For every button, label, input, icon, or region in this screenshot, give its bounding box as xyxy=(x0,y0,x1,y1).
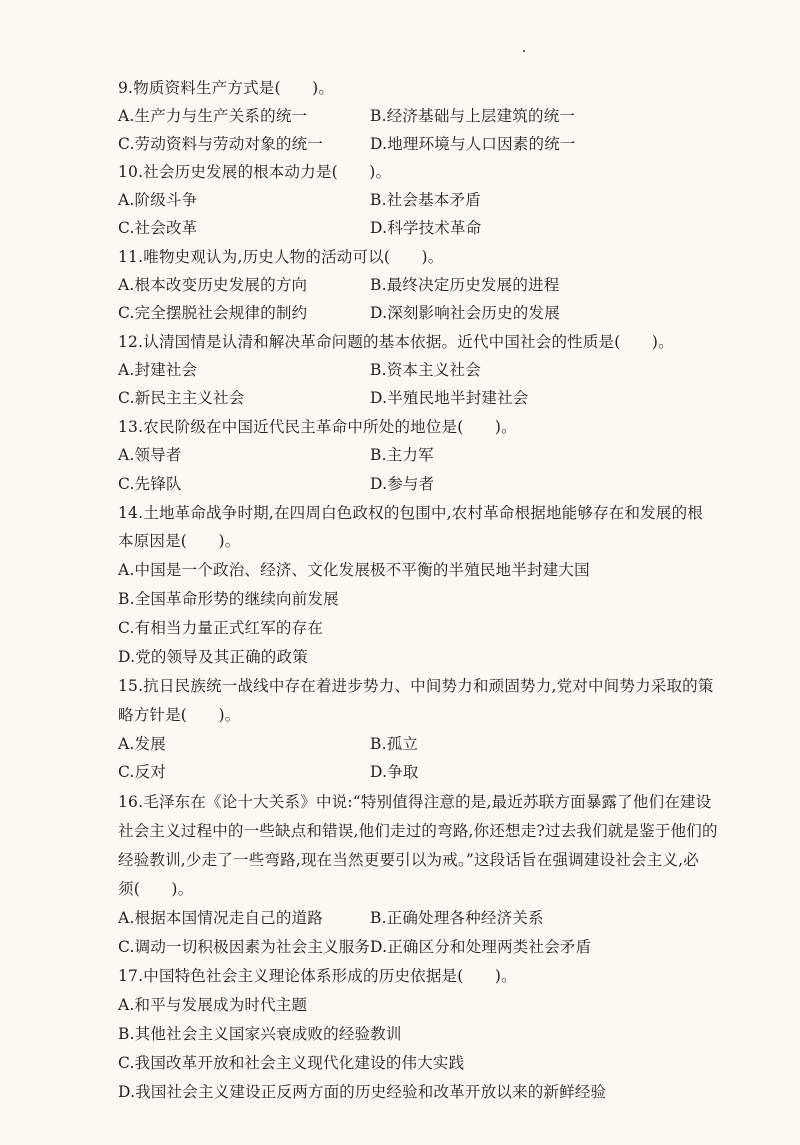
question-stem: 14.土地革命战争时期,在四周白色政权的包围中,农村革命根据地能够存在和发展的根 xyxy=(118,504,704,522)
option: A.中国是一个政治、经济、文化发展极不平衡的半殖民地半封建大国 xyxy=(118,561,590,579)
question-stem: 17.中国特色社会主义理论体系形成的历史依据是( )。 xyxy=(118,967,517,985)
option: A.领导者 xyxy=(118,446,182,464)
question-stem: 13.农民阶级在中国近代民主革命中所处的地位是( )。 xyxy=(118,418,517,436)
option: C.社会改革 xyxy=(118,219,198,237)
option: D.科学技术革命 xyxy=(370,219,482,237)
option: B.正确处理各种经济关系 xyxy=(370,909,544,927)
option: D.地理环境与人口因素的统一 xyxy=(370,135,576,153)
option: D.我国社会主义建设正反两方面的历史经验和改革开放以来的新鲜经验 xyxy=(118,1083,607,1101)
option: A.发展 xyxy=(118,735,166,753)
option: D.正确区分和处理两类社会矛盾 xyxy=(370,938,592,956)
option: D.深刻影响社会历史的发展 xyxy=(370,304,560,322)
option: C.完全摆脱社会规律的制约 xyxy=(118,304,308,322)
option: C.先锋队 xyxy=(118,475,182,493)
question-stem-continued: 本原因是( )。 xyxy=(118,532,241,550)
question-stem-continued: 社会主义过程中的一些缺点和错误,他们走过的弯路,你还想走?过去我们就是鉴于他们的 xyxy=(118,822,718,840)
option: A.和平与发展成为时代主题 xyxy=(118,996,308,1014)
speck xyxy=(523,50,525,52)
question-stem: 9.物质资料生产方式是( )。 xyxy=(118,79,335,97)
option: A.根本改变历史发展的方向 xyxy=(118,276,308,294)
option: C.反对 xyxy=(118,763,167,781)
option: B.主力军 xyxy=(370,446,434,464)
question-stem-continued: 略方针是( )。 xyxy=(118,706,241,724)
option: D.参与者 xyxy=(370,475,435,493)
option: B.全国革命形势的继续向前发展 xyxy=(118,590,339,608)
question-stem: 10.社会历史发展的根本动力是( )。 xyxy=(118,163,392,181)
option: D.半殖民地半封建社会 xyxy=(370,389,529,407)
option: B.经济基础与上层建筑的统一 xyxy=(370,107,576,125)
option: A.生产力与生产关系的统一 xyxy=(118,107,308,125)
question-stem-continued: 须( )。 xyxy=(118,880,194,898)
question-stem: 15.抗日民族统一战线中存在着进步势力、中间势力和顽固势力,党对中间势力采取的策 xyxy=(118,677,714,695)
option: B.社会基本矛盾 xyxy=(370,191,481,209)
question-stem: 12.认清国情是认清和解决革命问题的基本依据。近代中国社会的性质是( )。 xyxy=(118,333,674,351)
option: C.有相当力量正式红军的存在 xyxy=(118,619,324,637)
option: C.调动一切积极因素为社会主义服务 xyxy=(118,938,371,956)
option: A.根据本国情况走自己的道路 xyxy=(118,909,323,927)
question-stem: 16.毛泽东在《论十大关系》中说:“特别值得注意的是,最近苏联方面暴露了他们在建设 xyxy=(118,793,712,811)
option: C.劳动资料与劳动对象的统一 xyxy=(118,135,324,153)
question-stem: 11.唯物史观认为,历史人物的活动可以( )。 xyxy=(118,248,444,266)
option: C.我国改革开放和社会主义现代化建设的伟大实践 xyxy=(118,1054,465,1072)
option: C.新民主主义社会 xyxy=(118,389,245,407)
option: B.资本主义社会 xyxy=(370,361,481,379)
option: A.封建社会 xyxy=(118,361,198,379)
option: B.孤立 xyxy=(370,735,419,753)
option: A.阶级斗争 xyxy=(118,191,198,209)
option: B.最终决定历史发展的进程 xyxy=(370,276,560,294)
question-stem-continued: 经验教训,少走了一些弯路,现在当然更要引以为戒。”这段话旨在强调建设社会主义,必 xyxy=(118,851,699,869)
option: D.争取 xyxy=(370,763,419,781)
option: B.其他社会主义国家兴衰成败的经验教训 xyxy=(118,1025,402,1043)
option: D.党的领导及其正确的政策 xyxy=(118,648,308,666)
